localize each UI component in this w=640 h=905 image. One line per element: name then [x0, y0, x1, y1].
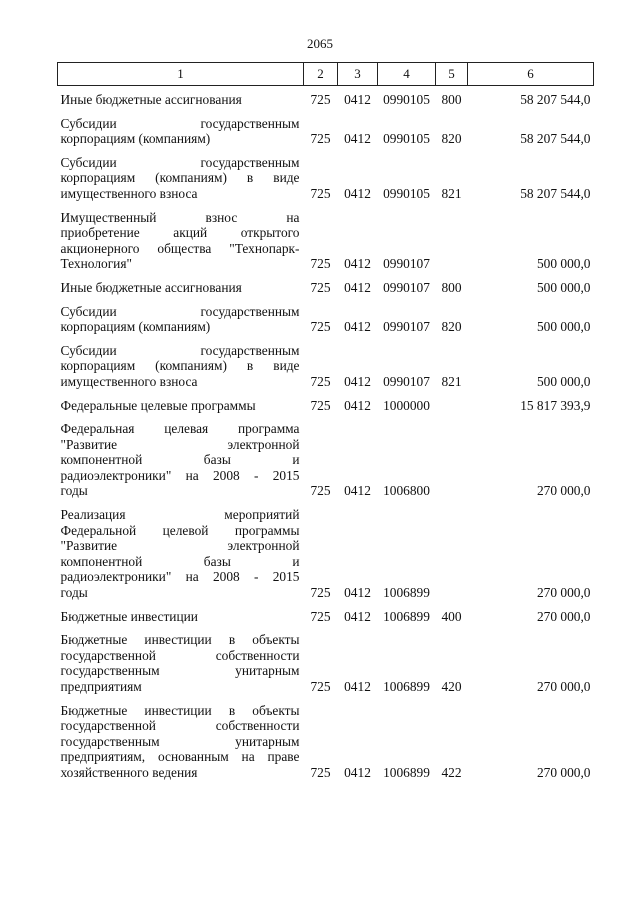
row-code-ministry: 725 — [310, 608, 331, 624]
row-code-expense-type: 422 — [441, 764, 462, 780]
description-line: Субсидии государственным — [60, 154, 300, 170]
description-line: акционерного общества "Технопарк- — [60, 240, 300, 256]
row-code-section: 0412 — [344, 679, 371, 694]
description-line: государственным унитарным — [60, 663, 300, 679]
description-line: Федеральная целевая программа — [60, 421, 300, 437]
row-code-section: 0412 — [344, 585, 371, 601]
row-code-target: 0990105 — [383, 92, 430, 107]
description-line: Бюджетные инвестиции в объекты — [60, 702, 300, 718]
header-col-2: 2 — [304, 63, 338, 86]
row-code-section: 0412 — [344, 185, 371, 201]
header-col-4: 4 — [378, 63, 436, 86]
row-code-ministry: 725 — [310, 92, 331, 107]
row-description — [58, 108, 304, 147]
row-code-expense-type: 400 — [441, 608, 462, 624]
description-line: Субсидии государственным — [60, 342, 300, 358]
description-line: компонентной базы и — [60, 553, 300, 569]
row-code-target: 1000000 — [383, 397, 430, 413]
description-line: радиоэлектроники" на 2008 - 2015 — [60, 569, 300, 585]
row-code-ministry: 725 — [310, 185, 331, 201]
description-line: Бюджетные инвестиции в объекты — [60, 632, 300, 648]
row-code-expense-type: 420 — [441, 679, 462, 694]
table-row — [58, 624, 594, 694]
row-description — [58, 272, 304, 296]
description-line: предприятиям, основанным на праве — [60, 749, 300, 765]
row-code-target: 1006899 — [383, 764, 430, 780]
row-code-ministry: 725 — [310, 373, 331, 389]
header-col-6: 6 — [468, 63, 594, 86]
description-line: Федеральные целевые программы — [60, 397, 256, 413]
row-description — [58, 695, 304, 781]
description-line: государственным унитарным — [60, 733, 300, 749]
description-line: государственной собственности — [60, 647, 300, 663]
row-code-ministry: 725 — [310, 397, 331, 413]
row-amount: 270 000,0 — [536, 608, 591, 624]
row-description — [58, 335, 304, 390]
row-code-section: 0412 — [344, 319, 371, 335]
table-row — [58, 390, 594, 414]
table-row — [58, 108, 594, 147]
table-row — [58, 202, 594, 272]
description-line: "Развитие электронной — [60, 436, 300, 452]
table-row — [58, 86, 594, 108]
description-line: имущественного взноса — [60, 373, 198, 389]
description-line: корпорациям (компаниям) в виде — [60, 358, 300, 374]
row-amount: 500 000,0 — [536, 373, 591, 389]
row-amount: 270 000,0 — [536, 483, 591, 499]
row-description — [58, 499, 304, 601]
row-code-target: 1006800 — [383, 483, 430, 499]
page-number: 2065 — [307, 36, 333, 51]
description-line: радиоэлектроники" на 2008 - 2015 — [60, 467, 300, 483]
row-amount: 58 207 544,0 — [520, 131, 591, 147]
table-row — [58, 296, 594, 335]
row-code-target: 1006899 — [383, 585, 430, 601]
row-code-target: 0990107 — [383, 279, 430, 295]
description-line: Реализация мероприятий — [60, 507, 300, 523]
description-line: компонентной базы и — [60, 452, 300, 468]
header-col-1: 1 — [58, 63, 304, 86]
row-code-section: 0412 — [344, 373, 371, 389]
table-body — [58, 86, 594, 781]
row-code-ministry: 725 — [310, 256, 331, 272]
description-line: корпорациям (компаниям) — [60, 131, 211, 147]
row-code-ministry: 725 — [310, 319, 331, 335]
row-amount: 270 000,0 — [536, 764, 591, 780]
description-line: годы — [60, 585, 88, 601]
row-code-expense-type: 821 — [441, 185, 462, 201]
description-line: корпорациям (компаниям) в виде — [60, 170, 300, 186]
table-row — [58, 413, 594, 499]
row-code-expense-type — [436, 390, 468, 414]
row-code-section: 0412 — [344, 483, 371, 499]
description-line: Имущественный взнос на — [60, 209, 300, 225]
description-line: Бюджетные инвестиции — [60, 608, 198, 624]
row-description — [58, 413, 304, 499]
row-code-expense-type: 820 — [441, 319, 462, 335]
row-code-expense-type — [436, 202, 468, 272]
description-line: предприятиям — [60, 679, 142, 694]
budget-table — [57, 62, 594, 781]
description-line: государственной собственности — [60, 718, 300, 734]
description-line: Иные бюджетные ассигнования — [60, 92, 242, 107]
description-line: Субсидии государственным — [60, 115, 300, 131]
description-line: корпорациям (компаниям) — [60, 319, 211, 335]
row-code-expense-type — [436, 499, 468, 601]
row-code-expense-type — [436, 413, 468, 499]
row-code-section: 0412 — [344, 131, 371, 147]
row-code-expense-type: 820 — [441, 131, 462, 147]
row-code-target: 0990107 — [383, 256, 430, 272]
table-row — [58, 695, 594, 781]
row-amount: 500 000,0 — [536, 279, 591, 295]
table-row — [58, 147, 594, 202]
table-header — [58, 63, 594, 86]
row-code-section: 0412 — [344, 608, 371, 624]
row-code-target: 0990105 — [383, 131, 430, 147]
row-code-section: 0412 — [344, 92, 371, 107]
header-row — [58, 63, 594, 86]
row-code-ministry: 725 — [310, 483, 331, 499]
row-code-target: 1006899 — [383, 608, 430, 624]
row-amount: 500 000,0 — [536, 319, 591, 335]
row-description — [58, 390, 304, 414]
row-code-target: 1006899 — [383, 679, 430, 694]
row-code-section: 0412 — [344, 397, 371, 413]
row-code-ministry: 725 — [310, 279, 331, 295]
row-amount: 500 000,0 — [536, 256, 591, 272]
description-line: Технология" — [60, 256, 132, 272]
description-line: "Развитие электронной — [60, 538, 300, 554]
table-row — [58, 499, 594, 601]
row-amount: 58 207 544,0 — [520, 185, 591, 201]
row-amount: 270 000,0 — [536, 679, 591, 694]
row-description — [58, 202, 304, 272]
description-line: приобретение акций открытого — [60, 225, 300, 241]
row-code-ministry: 725 — [310, 585, 331, 601]
table-row — [58, 601, 594, 625]
description-line: годы — [60, 483, 88, 499]
row-code-section: 0412 — [344, 279, 371, 295]
row-amount: 15 817 393,9 — [520, 397, 591, 413]
row-code-ministry: 725 — [310, 131, 331, 147]
row-code-ministry: 725 — [310, 679, 331, 694]
row-description — [58, 601, 304, 625]
row-code-section: 0412 — [344, 764, 371, 780]
row-amount: 270 000,0 — [536, 585, 591, 601]
row-code-expense-type: 800 — [441, 92, 462, 107]
table-row — [58, 335, 594, 390]
description-line: Субсидии государственным — [60, 303, 300, 319]
row-code-expense-type: 821 — [441, 373, 462, 389]
row-code-target: 0990105 — [383, 185, 430, 201]
row-description — [58, 86, 304, 108]
row-description — [58, 296, 304, 335]
header-col-3: 3 — [338, 63, 378, 86]
description-line: Федеральной целевой программы — [60, 522, 300, 538]
row-description — [58, 147, 304, 202]
description-line: Иные бюджетные ассигнования — [60, 279, 242, 295]
row-code-target: 0990107 — [383, 319, 430, 335]
header-col-5: 5 — [436, 63, 468, 86]
row-code-expense-type: 800 — [441, 279, 462, 295]
description-line: имущественного взноса — [60, 185, 198, 201]
row-code-target: 0990107 — [383, 373, 430, 389]
row-code-section: 0412 — [344, 256, 371, 272]
table-row — [58, 272, 594, 296]
row-code-ministry: 725 — [310, 764, 331, 780]
row-description — [58, 624, 304, 694]
description-line: хозяйственного ведения — [60, 764, 198, 780]
row-amount: 58 207 544,0 — [520, 92, 591, 107]
